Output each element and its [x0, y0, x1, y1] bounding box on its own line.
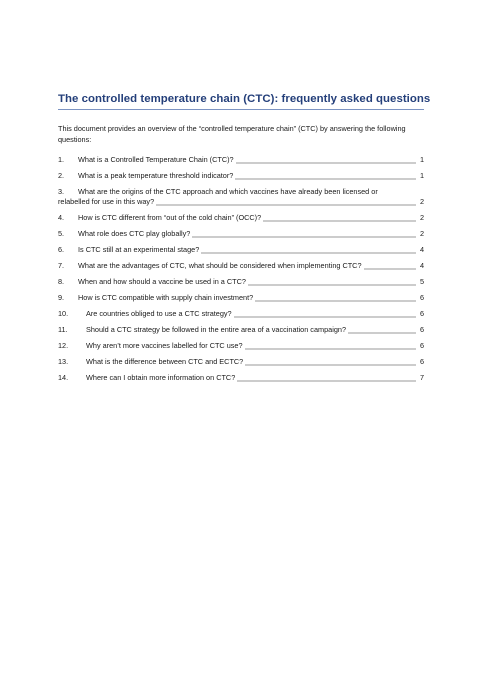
- toc-page-number: 6: [419, 325, 424, 334]
- dot-leader: [201, 252, 416, 254]
- toc-question-line2: relabelled for use in this way?: [58, 197, 155, 206]
- toc-question: What role does CTC play globally?: [78, 229, 191, 238]
- toc-page-number: 6: [419, 341, 424, 350]
- toc-question: Where can I obtain more information on CTC?: [86, 373, 236, 382]
- dot-leader: [192, 236, 416, 238]
- toc-entry[interactable]: [58, 171, 424, 181]
- toc-page-number: 1: [419, 171, 424, 180]
- toc-page-number: 6: [419, 293, 424, 302]
- toc-entry[interactable]: [58, 187, 424, 207]
- toc-page-number: 7: [419, 373, 424, 382]
- toc-number: 7.: [58, 261, 65, 270]
- toc-page-number: 2: [419, 229, 424, 238]
- toc-question: Are countries obliged to use a CTC strategy?: [86, 309, 232, 318]
- toc-number: 12.: [58, 341, 69, 350]
- toc-entry[interactable]: [58, 341, 424, 351]
- toc-question: How is CTC different from “out of the cold chain” (OCC)?: [78, 213, 262, 222]
- toc-entry[interactable]: [58, 261, 424, 271]
- toc-page-number: 4: [419, 261, 424, 270]
- toc-question-line1: What are the origins of the CTC approach and which vaccines have already been licensed or: [78, 187, 378, 196]
- toc-page-number: 6: [419, 309, 424, 318]
- intro-paragraph: This document provides an overview of the “controlled temperature chain” (CTC) by answering the following questions:: [58, 124, 406, 145]
- toc-entry[interactable]: [58, 293, 424, 303]
- toc-question: What is a peak temperature threshold indicator?: [78, 171, 234, 180]
- toc-entry[interactable]: [58, 213, 424, 223]
- dot-leader: [248, 284, 416, 286]
- toc-page-number: 2: [419, 197, 424, 206]
- toc-question: Why aren’t more vaccines labelled for CTC use?: [86, 341, 243, 350]
- toc-page-number: 2: [419, 213, 424, 222]
- toc-number: 5.: [58, 229, 65, 238]
- toc-number: 14.: [58, 373, 69, 382]
- dot-leader: [234, 316, 416, 318]
- table-of-contents: [58, 155, 424, 389]
- toc-number: 6.: [58, 245, 65, 254]
- title-underline: [58, 109, 424, 110]
- toc-entry[interactable]: [58, 309, 424, 319]
- toc-entry[interactable]: [58, 277, 424, 287]
- toc-number: 13.: [58, 357, 69, 366]
- toc-question: Is CTC still at an experimental stage?: [78, 245, 200, 254]
- toc-entry[interactable]: [58, 357, 424, 367]
- toc-question: What is a Controlled Temperature Chain (CTC)?: [78, 155, 234, 164]
- dot-leader: [156, 204, 416, 206]
- dot-leader: [364, 268, 416, 270]
- toc-number: 3.: [58, 187, 65, 196]
- toc-entry[interactable]: [58, 325, 424, 335]
- toc-number: 10.: [58, 309, 69, 318]
- toc-number: 1.: [58, 155, 65, 164]
- toc-number: 2.: [58, 171, 65, 180]
- toc-entry[interactable]: [58, 373, 424, 383]
- toc-question: What are the advantages of CTC, what should be considered when implementing CTC?: [78, 261, 362, 270]
- dot-leader: [348, 332, 416, 334]
- dot-leader: [245, 348, 416, 350]
- toc-question: When and how should a vaccine be used in a CTC?: [78, 277, 246, 286]
- document-title: The controlled temperature chain (CTC): frequently asked questions: [58, 93, 431, 105]
- toc-page-number: 6: [419, 357, 424, 366]
- toc-entry[interactable]: [58, 245, 424, 255]
- dot-leader: [263, 220, 416, 222]
- toc-number: 4.: [58, 213, 65, 222]
- toc-number: 8.: [58, 277, 65, 286]
- toc-question: What is the difference between CTC and ECTC?: [86, 357, 244, 366]
- toc-question: How is CTC compatible with supply chain investment?: [78, 293, 254, 302]
- dot-leader: [236, 162, 416, 164]
- toc-page-number: 4: [419, 245, 424, 254]
- dot-leader: [255, 300, 416, 302]
- toc-question: Should a CTC strategy be followed in the entire area of a vaccination campaign?: [86, 325, 347, 334]
- toc-page-number: 1: [419, 155, 424, 164]
- toc-entry[interactable]: [58, 155, 424, 165]
- toc-number: 11.: [58, 325, 68, 334]
- toc-page-number: 5: [419, 277, 424, 286]
- toc-number: 9.: [58, 293, 65, 302]
- dot-leader: [237, 380, 416, 382]
- dot-leader: [235, 178, 416, 180]
- dot-leader: [245, 364, 416, 366]
- toc-entry[interactable]: [58, 229, 424, 239]
